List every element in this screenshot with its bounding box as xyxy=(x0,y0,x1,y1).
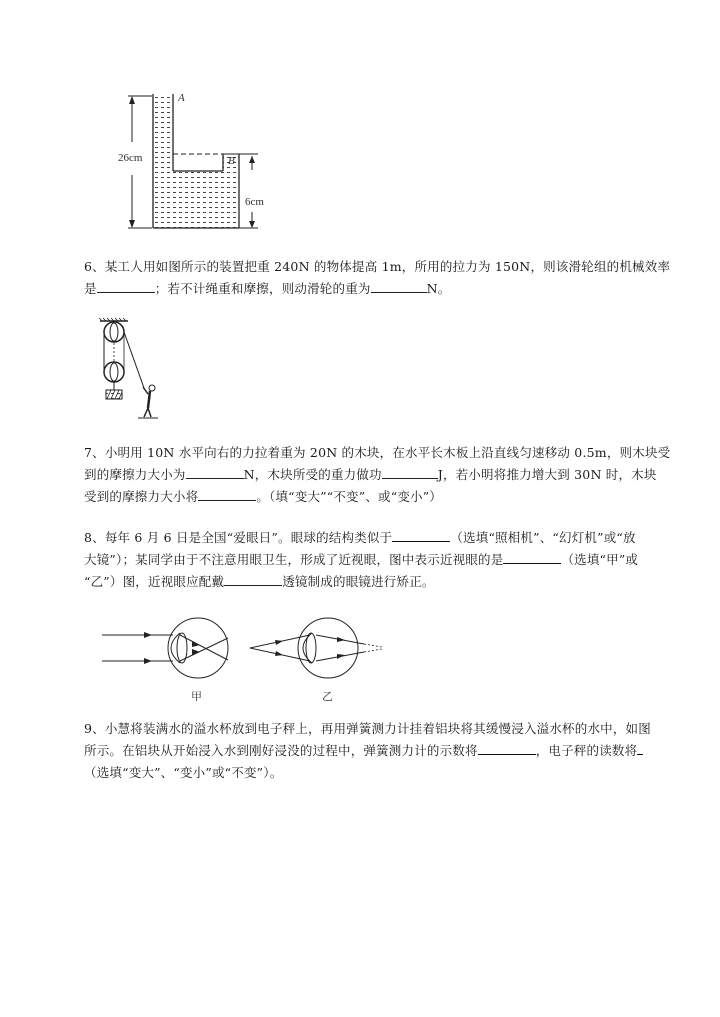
question-7-text: 7、小明用 10N 水平向右的力拉着重为 20N 的木块，在水平长木板上沿直线匀速移动 0.5m，则木块受 xyxy=(84,445,671,460)
answer-blank-myopia-figure[interactable] xyxy=(503,549,561,564)
u-tube-figure xyxy=(118,90,278,235)
question-6-text: 6、某工人用如图所示的装置把重 240N 的物体提高 1m，所用的拉力为 150N，则该滑轮组的机械效率 xyxy=(84,259,671,274)
caption-jia: 甲 xyxy=(191,690,202,703)
question-7-text: 到的摩擦力大小为 xyxy=(84,467,186,482)
answer-blank-gravity-work[interactable] xyxy=(382,464,438,479)
question-8-text: 8、每年 6 月 6 日是全国“爱眼日”。眼球的结构类似于 xyxy=(84,530,393,545)
question-6-text: ；若不计绳重和摩擦，则动滑轮的重为 xyxy=(154,281,371,296)
question-7-line-3 xyxy=(84,486,684,508)
answer-blank-friction-change[interactable] xyxy=(198,486,256,501)
question-8-text: （选填“照相机”、“幻灯机”或“放 xyxy=(450,530,636,545)
question-9-text: ，电子秤的读数将 xyxy=(535,743,638,758)
question-8-line-1 xyxy=(84,527,684,549)
height-right-label: 6cm xyxy=(245,196,264,208)
question-9-line-2 xyxy=(84,740,684,762)
question-6-text: 是 xyxy=(84,281,97,296)
question-8-text: 透镜制成的眼镜进行矫正。 xyxy=(282,574,435,589)
question-7-line-2 xyxy=(84,464,684,486)
answer-blank-electronic-scale[interactable] xyxy=(637,740,643,755)
question-6 xyxy=(84,256,684,300)
pulley-diagram xyxy=(98,316,158,420)
answer-blank-eye-structure[interactable] xyxy=(392,527,450,542)
label-a: A xyxy=(178,92,185,104)
question-8-text: “乙”）图，近视眼应配戴 xyxy=(84,574,225,589)
question-7-line-1 xyxy=(84,442,684,464)
question-7-text: J，若小明将推力增大到 30N 时，木块 xyxy=(437,467,657,482)
eye-diagrams xyxy=(100,614,390,704)
height-left-label: 26cm xyxy=(118,152,143,164)
pulley-figure xyxy=(98,316,158,420)
question-9 xyxy=(84,718,684,784)
question-8-text: 大镜”）；某同学由于不注意用眼卫生，形成了近视眼，图中表示近视眼的是 xyxy=(84,552,504,567)
eye-jia xyxy=(102,618,228,678)
answer-blank-spring-scale[interactable] xyxy=(478,740,536,755)
answer-blank-friction[interactable] xyxy=(186,464,244,479)
question-7-text: 。（填“变大”“不变”、或“变小”） xyxy=(256,489,443,504)
question-7-text: 受到的摩擦力大小将 xyxy=(84,489,199,504)
label-b: B xyxy=(228,155,235,167)
question-8 xyxy=(84,527,684,593)
caption-yi: 乙 xyxy=(322,690,333,703)
eye-diagrams-figure xyxy=(100,614,390,704)
question-9-text: （选填“变大”、“变小”或“不变”）。 xyxy=(84,765,283,780)
question-6-line-2 xyxy=(84,278,684,300)
question-6-line-1 xyxy=(84,256,684,278)
question-9-text: 9、小慧将装满水的溢水杯放到电子秤上，再用弹簧测力计挂着铝块将其缓慢浸入溢水杯的水中，如图 xyxy=(84,721,651,736)
question-9-line-3 xyxy=(84,762,684,784)
question-7-text: N，木块所受的重力做功 xyxy=(243,467,382,482)
answer-blank-pulley-weight[interactable] xyxy=(371,278,427,293)
question-7 xyxy=(84,442,684,508)
question-6-text: N。 xyxy=(426,281,451,296)
answer-blank-efficiency[interactable] xyxy=(97,278,155,293)
question-8-text: （选填“甲”或 xyxy=(561,552,639,567)
question-9-text: 所示。在铝块从开始浸入水到刚好浸没的过程中，弹簧测力计的示数将 xyxy=(84,743,478,758)
question-8-line-3 xyxy=(84,571,684,593)
answer-blank-lens-type[interactable] xyxy=(224,571,282,586)
question-9-line-1 xyxy=(84,718,684,740)
question-8-line-2 xyxy=(84,549,684,571)
eye-yi xyxy=(250,618,382,678)
